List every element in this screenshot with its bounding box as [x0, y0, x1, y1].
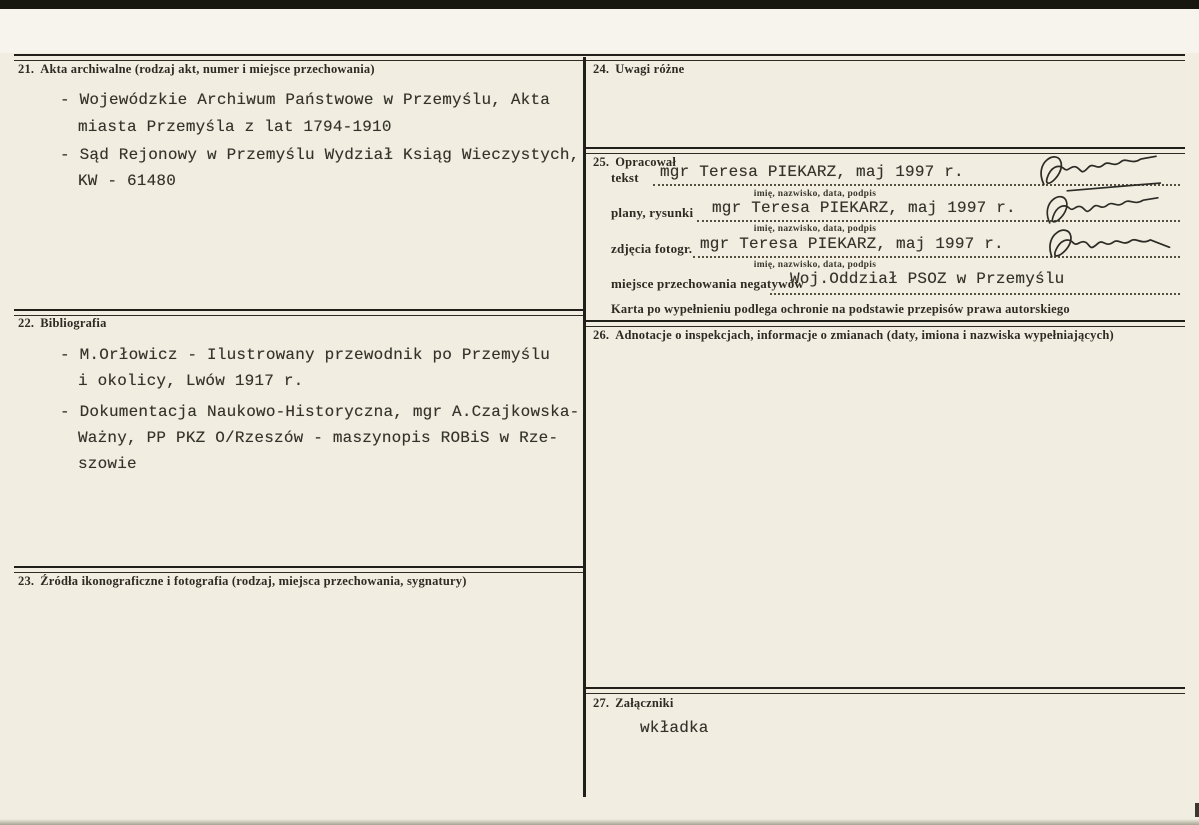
- field-caption: imię, nazwisko, data, podpis: [753, 189, 877, 199]
- section-23-heading: [18, 575, 467, 589]
- section-27-number: 27.: [593, 696, 610, 710]
- field-label-photos: zdjęcia fotogr.: [611, 241, 693, 256]
- section-21-title: Akta archiwalne (rodzaj akt, numer i miejsce przechowania): [40, 62, 375, 76]
- typed-entry-line: szowie: [78, 455, 137, 473]
- typed-entry-line: Ważny, PP PKZ O/Rzeszów - maszynopis ROBiS w Rze-: [78, 429, 559, 447]
- field-label-negatives: miejsce przechowania negatywów: [611, 276, 805, 291]
- typed-entry-line: - M.Orłowicz - Ilustrowany przewodnik po Przemyślu: [60, 346, 551, 364]
- form-top-rule: [14, 54, 1185, 61]
- paper-top-margin: [0, 9, 1199, 53]
- field-caption: imię, nazwisko, data, podpis: [753, 224, 877, 234]
- section-22-heading: [18, 317, 107, 331]
- section-26-title: Adnotacje o inspekcjach, informacje o zmianach (daty, imiona i nazwiska wypełniających): [615, 328, 1114, 342]
- field-value-photos: mgr Teresa PIEKARZ, maj 1997 r.: [700, 235, 1004, 253]
- typed-entry-line: - Sąd Rejonowy w Przemyślu Wydział Ksiąg Wieczystych,: [60, 146, 580, 164]
- section-22-number: 22.: [18, 316, 35, 330]
- copyright-note: Karta po wypełnieniu podlega ochronie na podstawie przepisów prawa autorskiego: [611, 302, 1070, 316]
- field-caption: imię, nazwisko, data, podpis: [753, 260, 877, 270]
- typed-entry-line: miasta Przemyśla z lat 1794-1910: [78, 118, 392, 136]
- scan-bottom-shadow: [0, 819, 1199, 825]
- field-value-plans: mgr Teresa PIEKARZ, maj 1997 r.: [712, 199, 1016, 217]
- section-24-heading: [593, 63, 684, 77]
- section-21-number: 21.: [18, 62, 35, 76]
- typed-entry-line: KW - 61480: [78, 172, 177, 190]
- section-22-top-rule: [14, 309, 583, 316]
- typed-entry-line: - Dokumentacja Naukowo-Historyczna, mgr A.Czajkowska-: [60, 403, 580, 421]
- section-27-heading: [593, 697, 674, 711]
- section-24-title: Uwagi różne: [615, 62, 685, 76]
- field-label-text: tekst: [611, 170, 639, 185]
- field-label-plans: plany, rysunki: [611, 205, 694, 220]
- section-26-top-rule: [586, 320, 1185, 327]
- section-26-number: 26.: [593, 328, 610, 342]
- section-24-number: 24.: [593, 62, 610, 76]
- typed-entry-line: i okolicy, Lwów 1917 r.: [78, 372, 304, 390]
- section-27-title: Załączniki: [615, 696, 674, 710]
- section-23-number: 23.: [18, 574, 35, 588]
- signature-icon: [1021, 219, 1191, 275]
- scan-right-edge-mark: [1195, 803, 1199, 817]
- field-value-negatives: Woj.Oddział PSOZ w Przemyślu: [790, 270, 1065, 288]
- section-26-heading: [593, 329, 1114, 343]
- section-21-heading: [18, 63, 375, 77]
- typed-entry-line: - Wojewódzkie Archiwum Państwowe w Przemyślu, Akta: [60, 91, 551, 109]
- section-23-top-rule: [14, 566, 583, 573]
- typed-entry-line: wkładka: [640, 719, 709, 737]
- section-27-top-rule: [586, 687, 1185, 694]
- section-25-number: 25.: [593, 155, 610, 169]
- column-divider-rule: [583, 57, 586, 797]
- fill-in-dotted-line: [770, 293, 1180, 295]
- scan-top-edge-bar: [0, 0, 1199, 9]
- section-23-title: Źródła ikonograficzne i fotografia (rodzaj, miejsca przechowania, sygnatury): [40, 574, 467, 588]
- field-value-text: mgr Teresa PIEKARZ, maj 1997 r.: [660, 163, 964, 181]
- section-25-title: Opracował: [615, 155, 677, 169]
- section-22-title: Bibliografia: [40, 316, 107, 330]
